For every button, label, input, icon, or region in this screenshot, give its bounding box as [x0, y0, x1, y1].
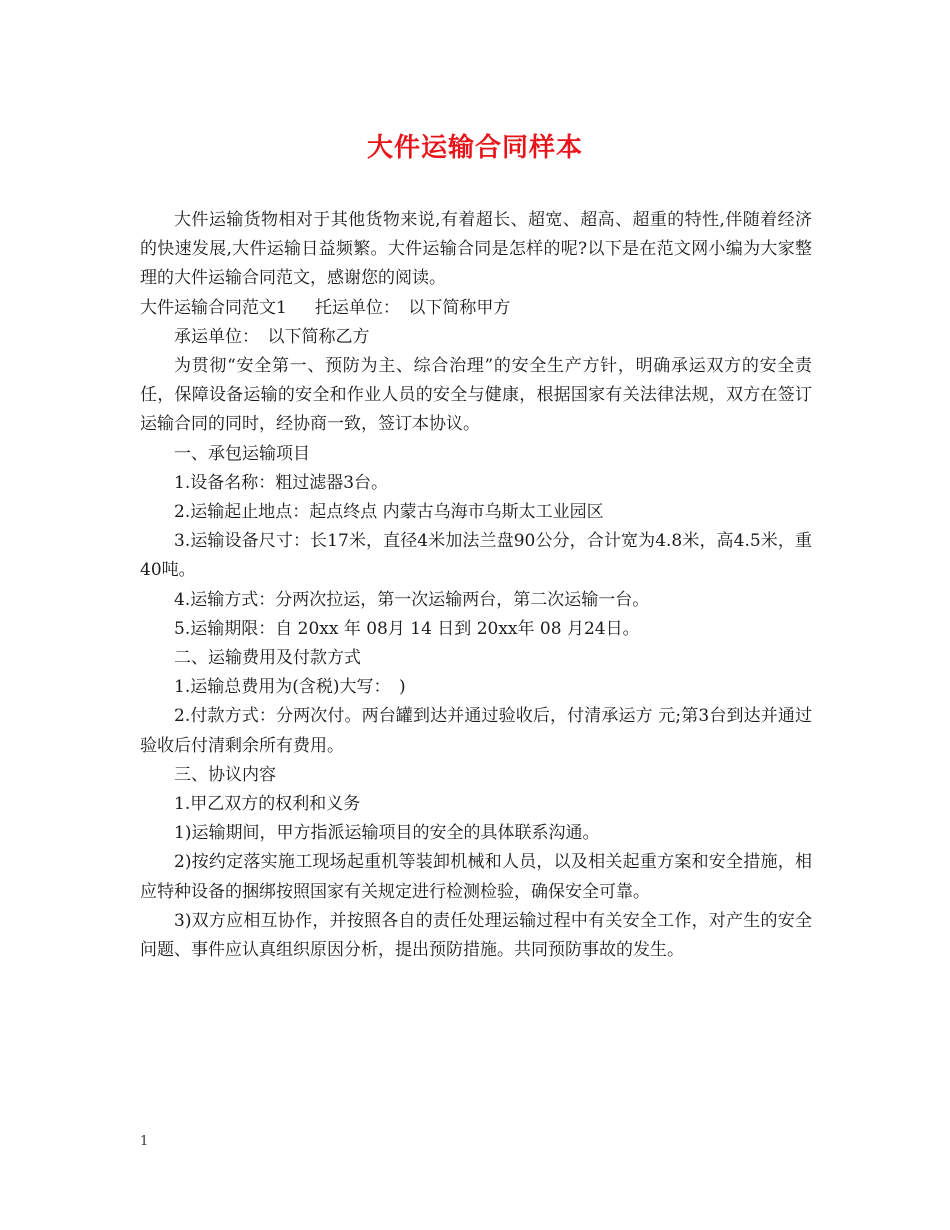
list-item-payment: 2.付款方式：分两次付。两台罐到达并通过验收后，付清承运方 元;第3台到达并通过验收后付清剩余所有费用。	[140, 706, 812, 756]
list-item-period: 5.运输期限：自 20xx 年 08月 14 日到 20xx年 08 月24日。	[174, 618, 640, 639]
section-heading-3: 三、协议内容	[174, 764, 276, 785]
paragraph-purpose: 为贯彻“安全第一、预防为主、综合治理”的安全生产方针，明确承运双方的安全责任，保障设备运输的安全和作业人员的安全与健康，根据国家有关法律法规，双方在签订运输合同的同时，经协商一致，签订本协议。	[140, 356, 812, 435]
section-heading-1: 一、承包运输项目	[174, 443, 310, 464]
paragraph-carrier: 承运单位： 以下简称乙方	[174, 326, 370, 347]
paragraph-intro: 大件运输货物相对于其他货物来说,有着超长、超宽、超高、超重的特性,伴随着经济的快速发展,大件运输日益频繁。大件运输合同是怎样的呢?以下是在范文网小编为大家整理的大件运输合同范文，感谢您的阅读。	[140, 210, 812, 289]
clause-3: 3)双方应相互协作，并按照各自的责任处理运输过程中有关安全工作，对产生的安全问题、事件应认真组织原因分析，提出预防措施。共同预防事故的发生。	[140, 910, 812, 961]
list-item-total-fee: 1.运输总费用为(含税)大写： )	[174, 677, 406, 698]
list-item-route: 2.运输起止地点：起点终点 内蒙古乌海市乌斯太工业园区	[174, 502, 604, 523]
consignor-line: 托运单位： 以下简称甲方	[314, 297, 511, 318]
paragraph-contract-line	[140, 294, 812, 323]
document-body	[140, 206, 812, 965]
document-title: 大件运输合同样本	[366, 133, 583, 163]
clause-2: 2)按约定落实施工现场起重机等装卸机械和人员，以及相关起重方案和安全措施，相应特种设备的捆绑按照国家有关规定进行检测检验，确保安全可靠。	[140, 852, 812, 902]
clause-1: 1)运输期间，甲方指派运输项目的安全的具体联系沟通。	[174, 823, 600, 844]
list-item-method: 4.运输方式：分两次拉运，第一次运输两台，第二次运输一台。	[174, 589, 650, 610]
list-item-rights: 1.甲乙双方的权利和义务	[174, 794, 361, 815]
list-item-dimensions: 3.运输设备尺寸：长17米，直径4米加法兰盘90公分，合计宽为4.8米，高4.5米，重40吨。	[140, 531, 812, 581]
section-heading-2: 二、运输费用及付款方式	[174, 648, 361, 669]
list-item-equipment: 1.设备名称：粗过滤器3台。	[174, 472, 389, 493]
page-number: 1	[140, 1134, 149, 1149]
contract-sample-label: 大件运输合同范文1	[140, 297, 287, 318]
